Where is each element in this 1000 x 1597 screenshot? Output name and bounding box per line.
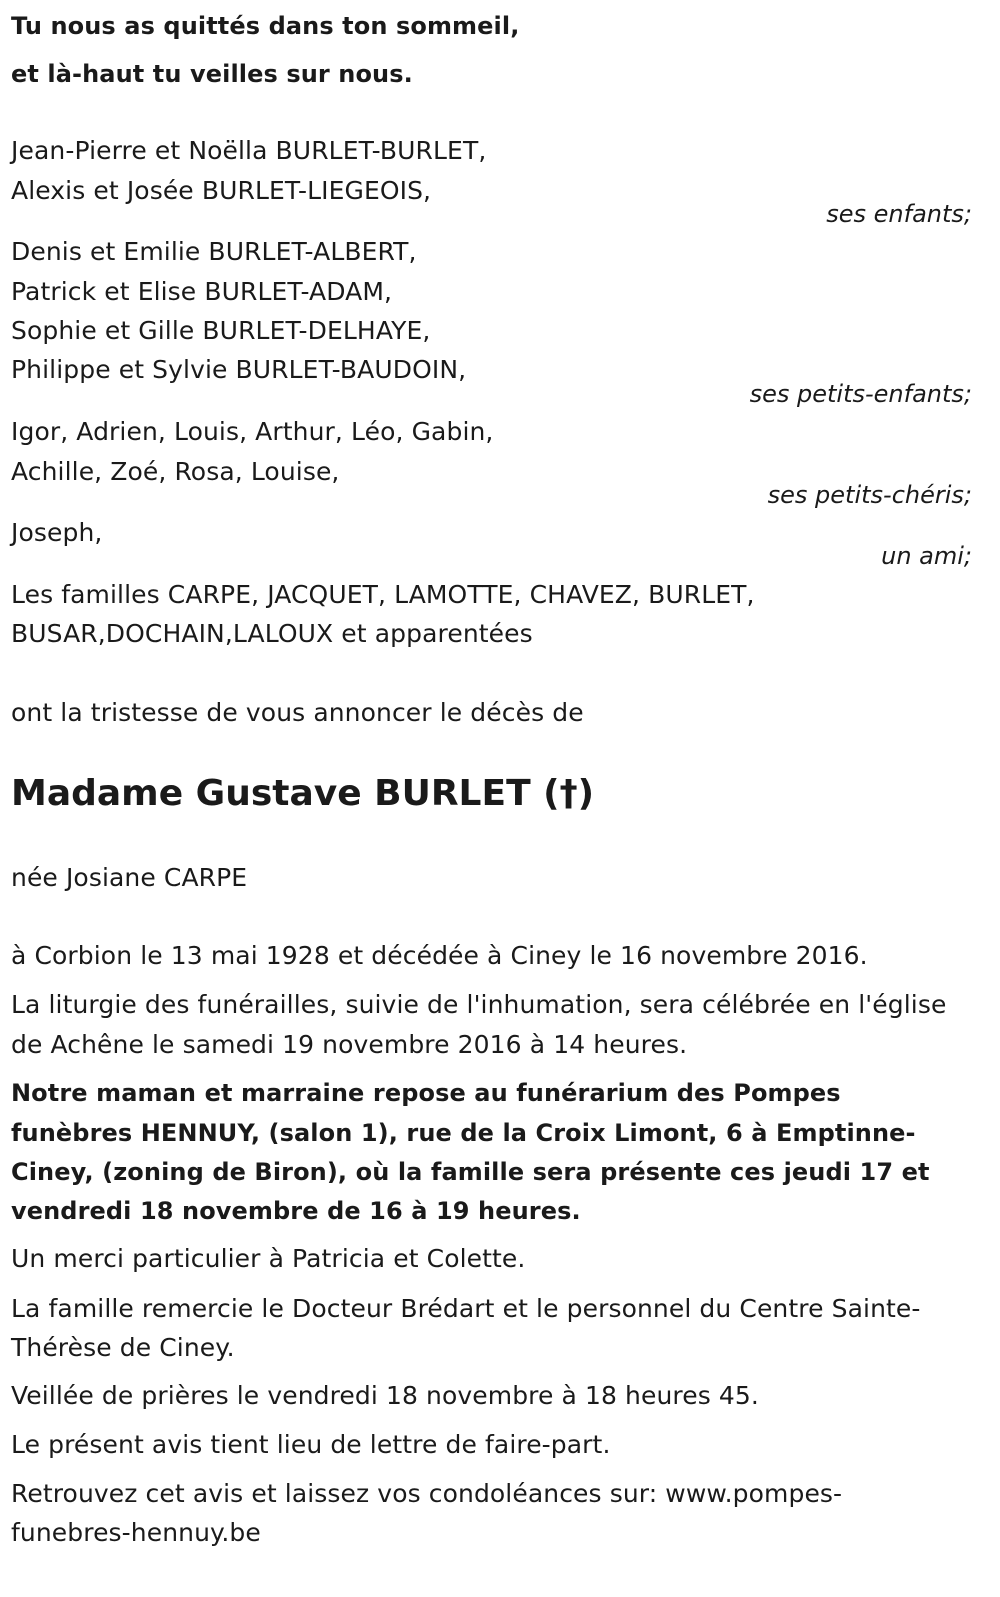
birth-death: à Corbion le 13 mai 1928 et décédée à Ciney le 16 novembre 2016. [11, 941, 868, 970]
children-label: ses enfants; [826, 200, 972, 228]
grandchildren-label: ses petits-enfants; [749, 380, 972, 408]
liturgy-line-2: de Achêne le samedi 19 novembre 2016 à 14 heures. [11, 1030, 688, 1059]
children-name-2: Alexis et Josée BURLET-LIEGEOIS, [11, 176, 432, 205]
website-line-2: funebres-hennuy.be [11, 1518, 261, 1547]
friend-name: Joseph, [11, 518, 103, 547]
funerarium-line-2: funèbres HENNUY, (salon 1), rue de la Croix Limont, 6 à Emptinne- [11, 1119, 916, 1147]
grandchildren-name-2: Patrick et Elise BURLET-ADAM, [11, 277, 393, 306]
liturgy-line-1: La liturgie des funérailles, suivie de l'inhumation, sera célébrée en l'église [11, 990, 947, 1019]
children-name-1: Jean-Pierre et Noëlla BURLET-BURLET, [11, 136, 487, 165]
notice: Le présent avis tient lieu de lettre de faire-part. [11, 1430, 611, 1459]
friend-label: un ami; [881, 542, 972, 570]
funerarium-line-3: Ciney, (zoning de Biron), où la famille sera présente ces jeudi 17 et [11, 1158, 930, 1186]
grandchildren-name-4: Philippe et Sylvie BURLET-BAUDOIN, [11, 355, 467, 384]
families-line-2: BUSAR,DOCHAIN,LALOUX et apparentées [11, 619, 533, 648]
epigraph-line-1: Tu nous as quittés dans ton sommeil, [11, 12, 520, 40]
maiden-name: née Josiane CARPE [11, 863, 248, 892]
funerarium-line-4: vendredi 18 novembre de 16 à 19 heures. [11, 1197, 581, 1225]
announcement: ont la tristesse de vous annoncer le décès de [11, 698, 584, 727]
epigraph-line-2: et là-haut tu veilles sur nous. [11, 60, 413, 88]
website-line-1: Retrouvez cet avis et laissez vos condoléances sur: www.pompes- [11, 1479, 843, 1508]
grandchildren-name-1: Denis et Emilie BURLET-ALBERT, [11, 237, 417, 266]
thanks-2-line-1: La famille remercie le Docteur Brédart et le personnel du Centre Sainte- [11, 1294, 921, 1323]
funerarium-line-1: Notre maman et marraine repose au funérarium des Pompes [11, 1079, 841, 1107]
deceased-name: Madame Gustave BURLET (†) [11, 773, 595, 814]
great-grandchildren-label: ses petits-chéris; [767, 481, 972, 509]
great-grandchildren-name-1: Igor, Adrien, Louis, Arthur, Léo, Gabin, [11, 417, 494, 446]
grandchildren-name-3: Sophie et Gille BURLET-DELHAYE, [11, 316, 431, 345]
families-line-1: Les familles CARPE, JACQUET, LAMOTTE, CHAVEZ, BURLET, [11, 580, 755, 609]
thanks-1: Un merci particulier à Patricia et Colette. [11, 1244, 526, 1273]
thanks-2-line-2: Thérèse de Ciney. [11, 1333, 235, 1362]
vigil: Veillée de prières le vendredi 18 novembre à 18 heures 45. [11, 1381, 759, 1410]
great-grandchildren-name-2: Achille, Zoé, Rosa, Louise, [11, 457, 340, 486]
